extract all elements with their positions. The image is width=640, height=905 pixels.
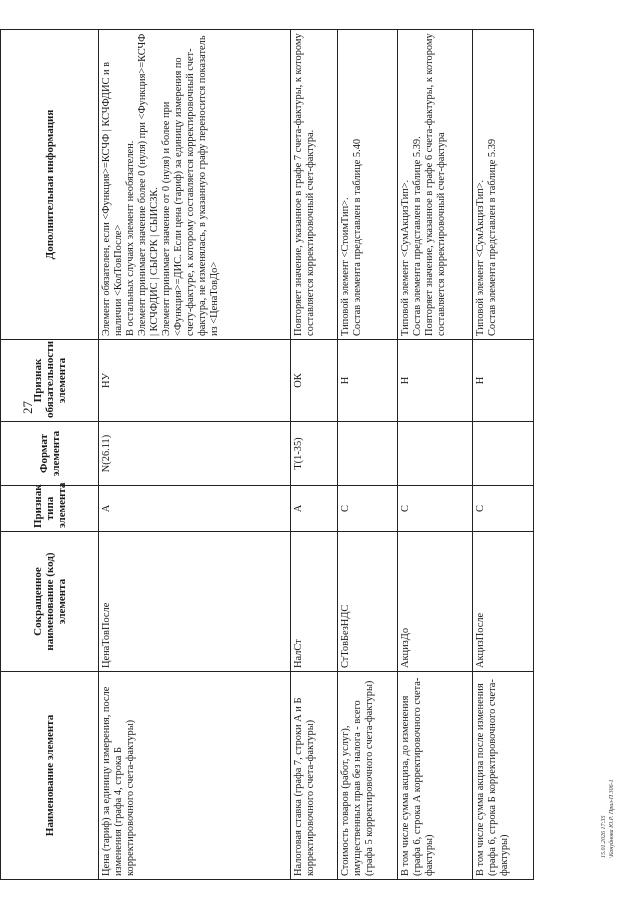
cell-info [99, 30, 291, 340]
cell-name: В том числе сумма акциза, до изменения (графа 6, строка А корректировочного счета-фактуры) [398, 672, 473, 880]
info-paragraph: Элемент принимает значение более 0 (нуля) при <Функция>=КСЧФ | КСЧФДИС | СЫСРК | СЫИСЗК. [137, 33, 160, 336]
cell-code: АкцизДо [398, 532, 473, 672]
cell-format: T(1-35) [291, 422, 338, 486]
info-paragraph: Повторяет значение, указанное в графе 7 счета-фактуры, к которому составляется корректировочный счет-фактура. [293, 33, 316, 336]
info-paragraph: Состав элемента представлен в таблице 5.39 [487, 138, 498, 336]
header-element-format: Формат элемента [1, 422, 99, 486]
cell-type: С [473, 486, 534, 532]
header-element-name: Наименование элемента [1, 672, 99, 880]
info-paragraph: Типовой элемент <СтоимТип>. [340, 197, 351, 336]
footer-timestamp: 15.01.2026 17:35 [601, 815, 607, 858]
rotated-table-container [0, 30, 520, 880]
cell-info [291, 30, 338, 340]
cell-info [398, 30, 473, 340]
table-row [398, 30, 473, 880]
table-row [291, 30, 338, 880]
elements-table [0, 29, 534, 880]
cell-code: АкцизПосле [473, 532, 534, 672]
info-paragraph: Типовой элемент <СумАкцизТип>. [475, 179, 486, 336]
cell-format: N(26.11) [99, 422, 291, 486]
cell-required: НУ [99, 340, 291, 422]
footer-file-path: \Конуйнова Ю.Р. Прил-П 306-1 [609, 779, 615, 858]
cell-required: Н [473, 340, 534, 422]
info-paragraph: Элемент принимает значение от 0 (нуля) и более при <Функция>=ДИС. Если цена (тариф) за единицу измерения по счету-фактуре, к которому составляется корректировочный счет-фактура, не изменялась, в указанную графу переносится показатель из <ЦенаТовДо> [161, 35, 220, 336]
header-element-required: Признак обязательности элемента [1, 340, 99, 422]
cell-type: С [398, 486, 473, 532]
cell-format [398, 422, 473, 486]
cell-info [338, 30, 398, 340]
page-number: 27 [20, 401, 35, 414]
header-additional-info: Дополнительная информация [1, 30, 99, 340]
info-paragraph: Состав элемента представлен в таблице 5.39. [412, 136, 423, 336]
cell-name: Стоимость товаров (работ, услуг), имущественных прав без налога - всего (графа 5 корректировочного счета-фактуры) [338, 672, 398, 880]
cell-required: Н [398, 340, 473, 422]
cell-format [338, 422, 398, 486]
cell-code: НалСт [291, 532, 338, 672]
cell-format [473, 422, 534, 486]
header-element-code: Сокращенное наименование (код) элемента [1, 532, 99, 672]
info-paragraph: Повторяет значение, указанное в графе 6 счета-фактуры, к которому составляется корректировочный счет-фактура [424, 33, 447, 336]
cell-name: Цена (тариф) за единицу измерения, после изменения (графа 4, строка Б корректировочного счета-фактуры) [99, 672, 291, 880]
cell-name: В том числе сумма акциза после изменения (графа 6, строка Б корректировочного счета-фактуры) [473, 672, 534, 880]
table-row [473, 30, 534, 880]
cell-code: ЦенаТовПосле [99, 532, 291, 672]
info-paragraph: Состав элемента представлен в таблице 5.40 [352, 138, 363, 336]
cell-name: Налоговая ставка (графа 7, строки А и Б корректировочного счета-фактуры) [291, 672, 338, 880]
cell-type: А [99, 486, 291, 532]
table-header-row [1, 30, 99, 880]
info-paragraph: В остальных случаях элемент необязателен. [125, 140, 136, 336]
cell-type: С [338, 486, 398, 532]
cell-code: СтТовБезНДС [338, 532, 398, 672]
footer-stamp [600, 779, 616, 858]
header-element-type: Признак типа элемента [1, 486, 99, 532]
cell-required: Н [338, 340, 398, 422]
cell-required: ОК [291, 340, 338, 422]
table-row [99, 30, 291, 880]
table-row [338, 30, 398, 880]
cell-type: А [291, 486, 338, 532]
cell-info [473, 30, 534, 340]
info-paragraph: Типовой элемент <СумАкцизТип>. [400, 179, 411, 336]
info-paragraph: Элемент обязателен, если <Функция>=КСЧФ | КСЧФДИС и в наличии <КолТовПосле> [101, 61, 124, 336]
